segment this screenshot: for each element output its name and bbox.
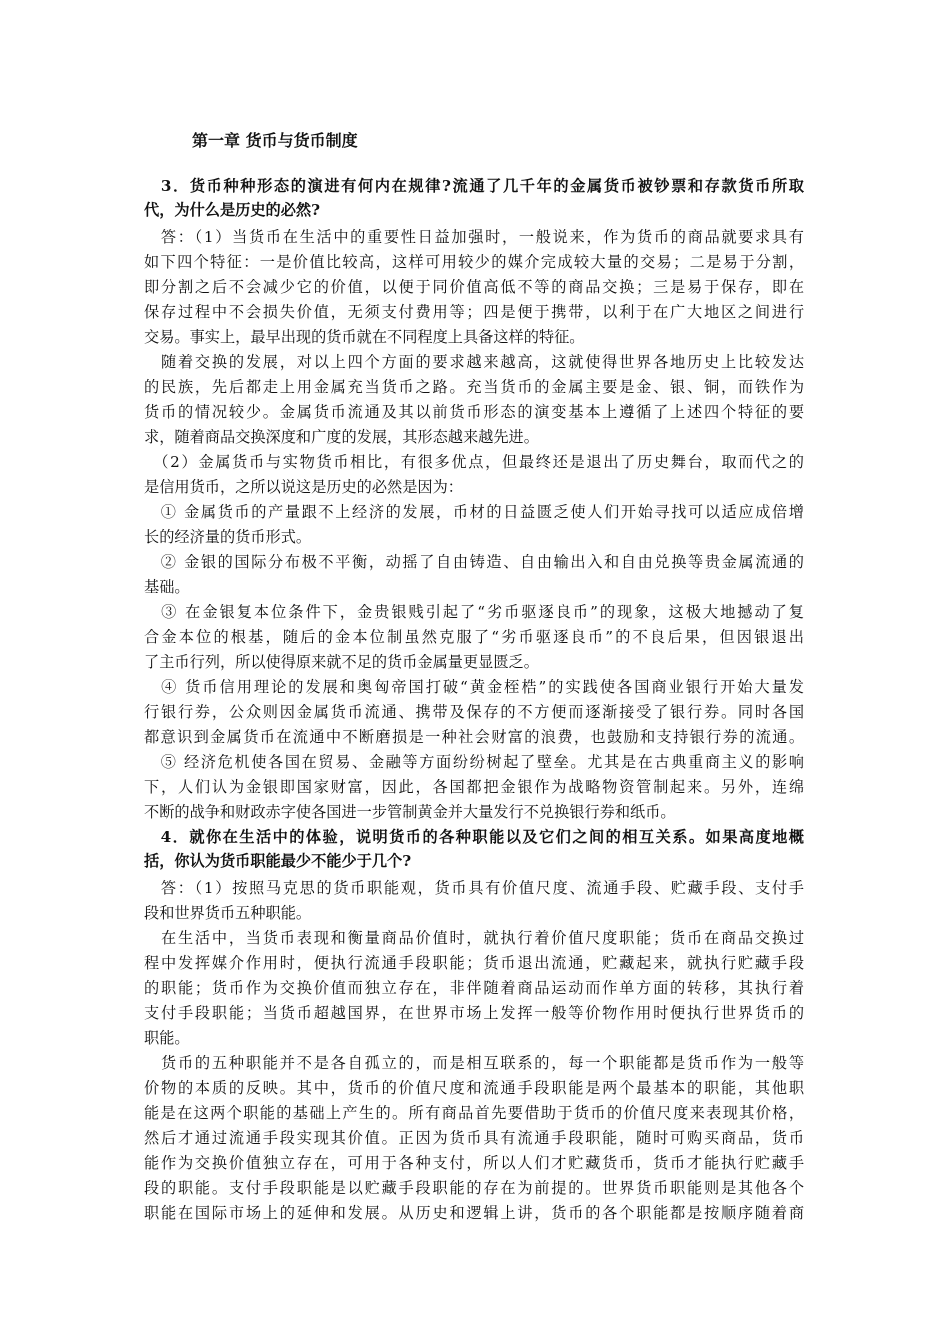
text-line: 职能在国际市场上的延伸和发展。从历史和逻辑上讲，货币的各个职能都是按顺序随着商 [144, 1204, 804, 1222]
text-line: 长的经济量的货币形式。 [144, 528, 312, 546]
text-line: 段的职能。支付手段职能是以贮藏手段职能的存在为前提的。世界货币职能则是其他各个 [144, 1179, 804, 1197]
text-line: ⑤ 经济危机使各国在贸易、金融等方面纷纷树起了壁垒。尤其是在古典重商主义的影响 [144, 753, 804, 771]
text-line: 随着交换的发展，对以上四个方面的要求越来越高，这就使得世界各地历史上比较发达 [144, 353, 804, 371]
text-line: 都意识到金属货币在流通中不断磨损是一种社会财富的浪费，也鼓励和支持银行券的流通。 [144, 728, 804, 746]
question-3-line: 代，为什么是历史的必然? [144, 201, 320, 219]
text-line: 货币的五种职能并不是各自孤立的，而是相互联系的，每一个职能都是货币作为一般等 [144, 1054, 804, 1072]
text-line: 的职能；货币作为交换价值而独立存在，非伴随着商品运动而作单方面的转移，其执行着 [144, 979, 804, 997]
question-4-line: 4．就你在生活中的体验，说明货币的各种职能以及它们之间的相互关系。如果高度地概 [144, 828, 804, 846]
question-3-line: 3．货币种种形态的演进有何内在规律?流通了几千年的金属货币被钞票和存款货币所取 [144, 177, 804, 195]
text-line: 保存过程中不会损失价值，无须支付费用等；四是便于携带，以利于在广大地区之间进行 [144, 303, 804, 321]
text-line: 即分割之后不会减少它的价值，以便于同价值高低不等的商品交换；三是易于保存，即在 [144, 278, 804, 296]
text-line: 基础。 [144, 578, 190, 596]
text-line: （2）金属货币与实物货币相比，有很多优点，但最终还是退出了历史舞台，取而代之的 [144, 453, 804, 471]
text-line: 答：（1）按照马克思的货币职能观，货币具有价值尺度、流通手段、贮藏手段、支付手 [144, 879, 804, 897]
text-line: 答：（1）当货币在生活中的重要性日益加强时，一般说来，作为货币的商品就要求具有 [144, 228, 804, 246]
text-line: ② 金银的国际分布极不平衡，动摇了自由铸造、自由输出入和自由兑换等贵金属流通的 [144, 553, 804, 571]
text-line: 不断的战争和财政赤字使各国进一步管制黄金并大量发行不兑换银行券和纸币。 [144, 803, 676, 821]
text-line: 支付手段职能；当货币超越国界，在世界市场上发挥一般等价物作用时便执行世界货币的 [144, 1004, 804, 1022]
text-line: 程中发挥媒介作用时，便执行流通手段职能；货币退出流通，贮藏起来，就执行贮藏手段 [144, 954, 804, 972]
text-line: 能是在这两个职能的基础上产生的。所有商品首先要借助于货币的价值尺度来表现其价格， [144, 1104, 804, 1122]
text-line: 行银行券，公众则因金属货币流通、携带及保存的不方便而逐渐接受了银行券。同时各国 [144, 703, 804, 721]
text-line: 是信用货币，之所以说这是历史的必然是因为： [144, 478, 463, 496]
text-line: ① 金属货币的产量跟不上经济的发展，币材的日益匮乏使人们开始寻找可以适应成倍增 [144, 503, 804, 521]
chapter-title: 第一章 货币与货币制度 [192, 131, 358, 150]
text-line: 求，随着商品交换深度和广度的发展，其形态越来越先进。 [144, 428, 539, 446]
text-line: ④ 货币信用理论的发展和奥匈帝国打破“黄金桎梏”的实践使各国商业银行开始大量发 [144, 678, 804, 696]
text-line: 如下四个特征：一是价值比较高，这样可用较少的媒介完成较大量的交易；二是易于分割， [144, 253, 804, 271]
text-line: 合金本位的根基，随后的金本位制虽然克服了“劣币驱逐良币”的不良后果，但因银退出 [144, 628, 804, 646]
text-line: 交易。事实上，最早出现的货币就在不同程度上具备这样的特征。 [144, 328, 585, 346]
text-line: 下，人们认为金银即国家财富，因此，各国都把金银作为战略物资管制起来。另外，连绵 [144, 778, 804, 796]
text-line: 在生活中，当货币表现和衡量商品价值时，就执行着价值尺度职能；货币在商品交换过 [144, 929, 804, 947]
text-line: 的民族，先后都走上用金属充当货币之路。充当货币的金属主要是金、银、铜，而铁作为 [144, 378, 804, 396]
text-line: 了主币行列，所以使得原来就不足的货币金属量更显匮乏。 [144, 653, 539, 671]
question-4-line: 括，你认为货币职能最少不能少于几个? [144, 852, 412, 870]
text-line: 能作为交换价值独立存在，可用于各种支付，所以人们才贮藏货币，货币才能执行贮藏手 [144, 1154, 804, 1172]
text-line: 职能。 [144, 1029, 190, 1047]
text-line: 段和世界货币五种职能。 [144, 904, 312, 922]
text-line: 价物的本质的反映。其中，货币的价值尺度和流通手段职能是两个最基本的职能，其他职 [144, 1079, 804, 1097]
text-line: 然后才通过流通手段实现其价值。正因为货币具有流通手段职能，随时可购买商品，货币 [144, 1129, 804, 1147]
text-line: 货币的情况较少。金属货币流通及其以前货币形态的演变基本上遵循了上述四个特征的要 [144, 403, 804, 421]
text-line: ③ 在金银复本位条件下，金贵银贱引起了“劣币驱逐良币”的现象，这极大地撼动了复 [144, 603, 804, 621]
